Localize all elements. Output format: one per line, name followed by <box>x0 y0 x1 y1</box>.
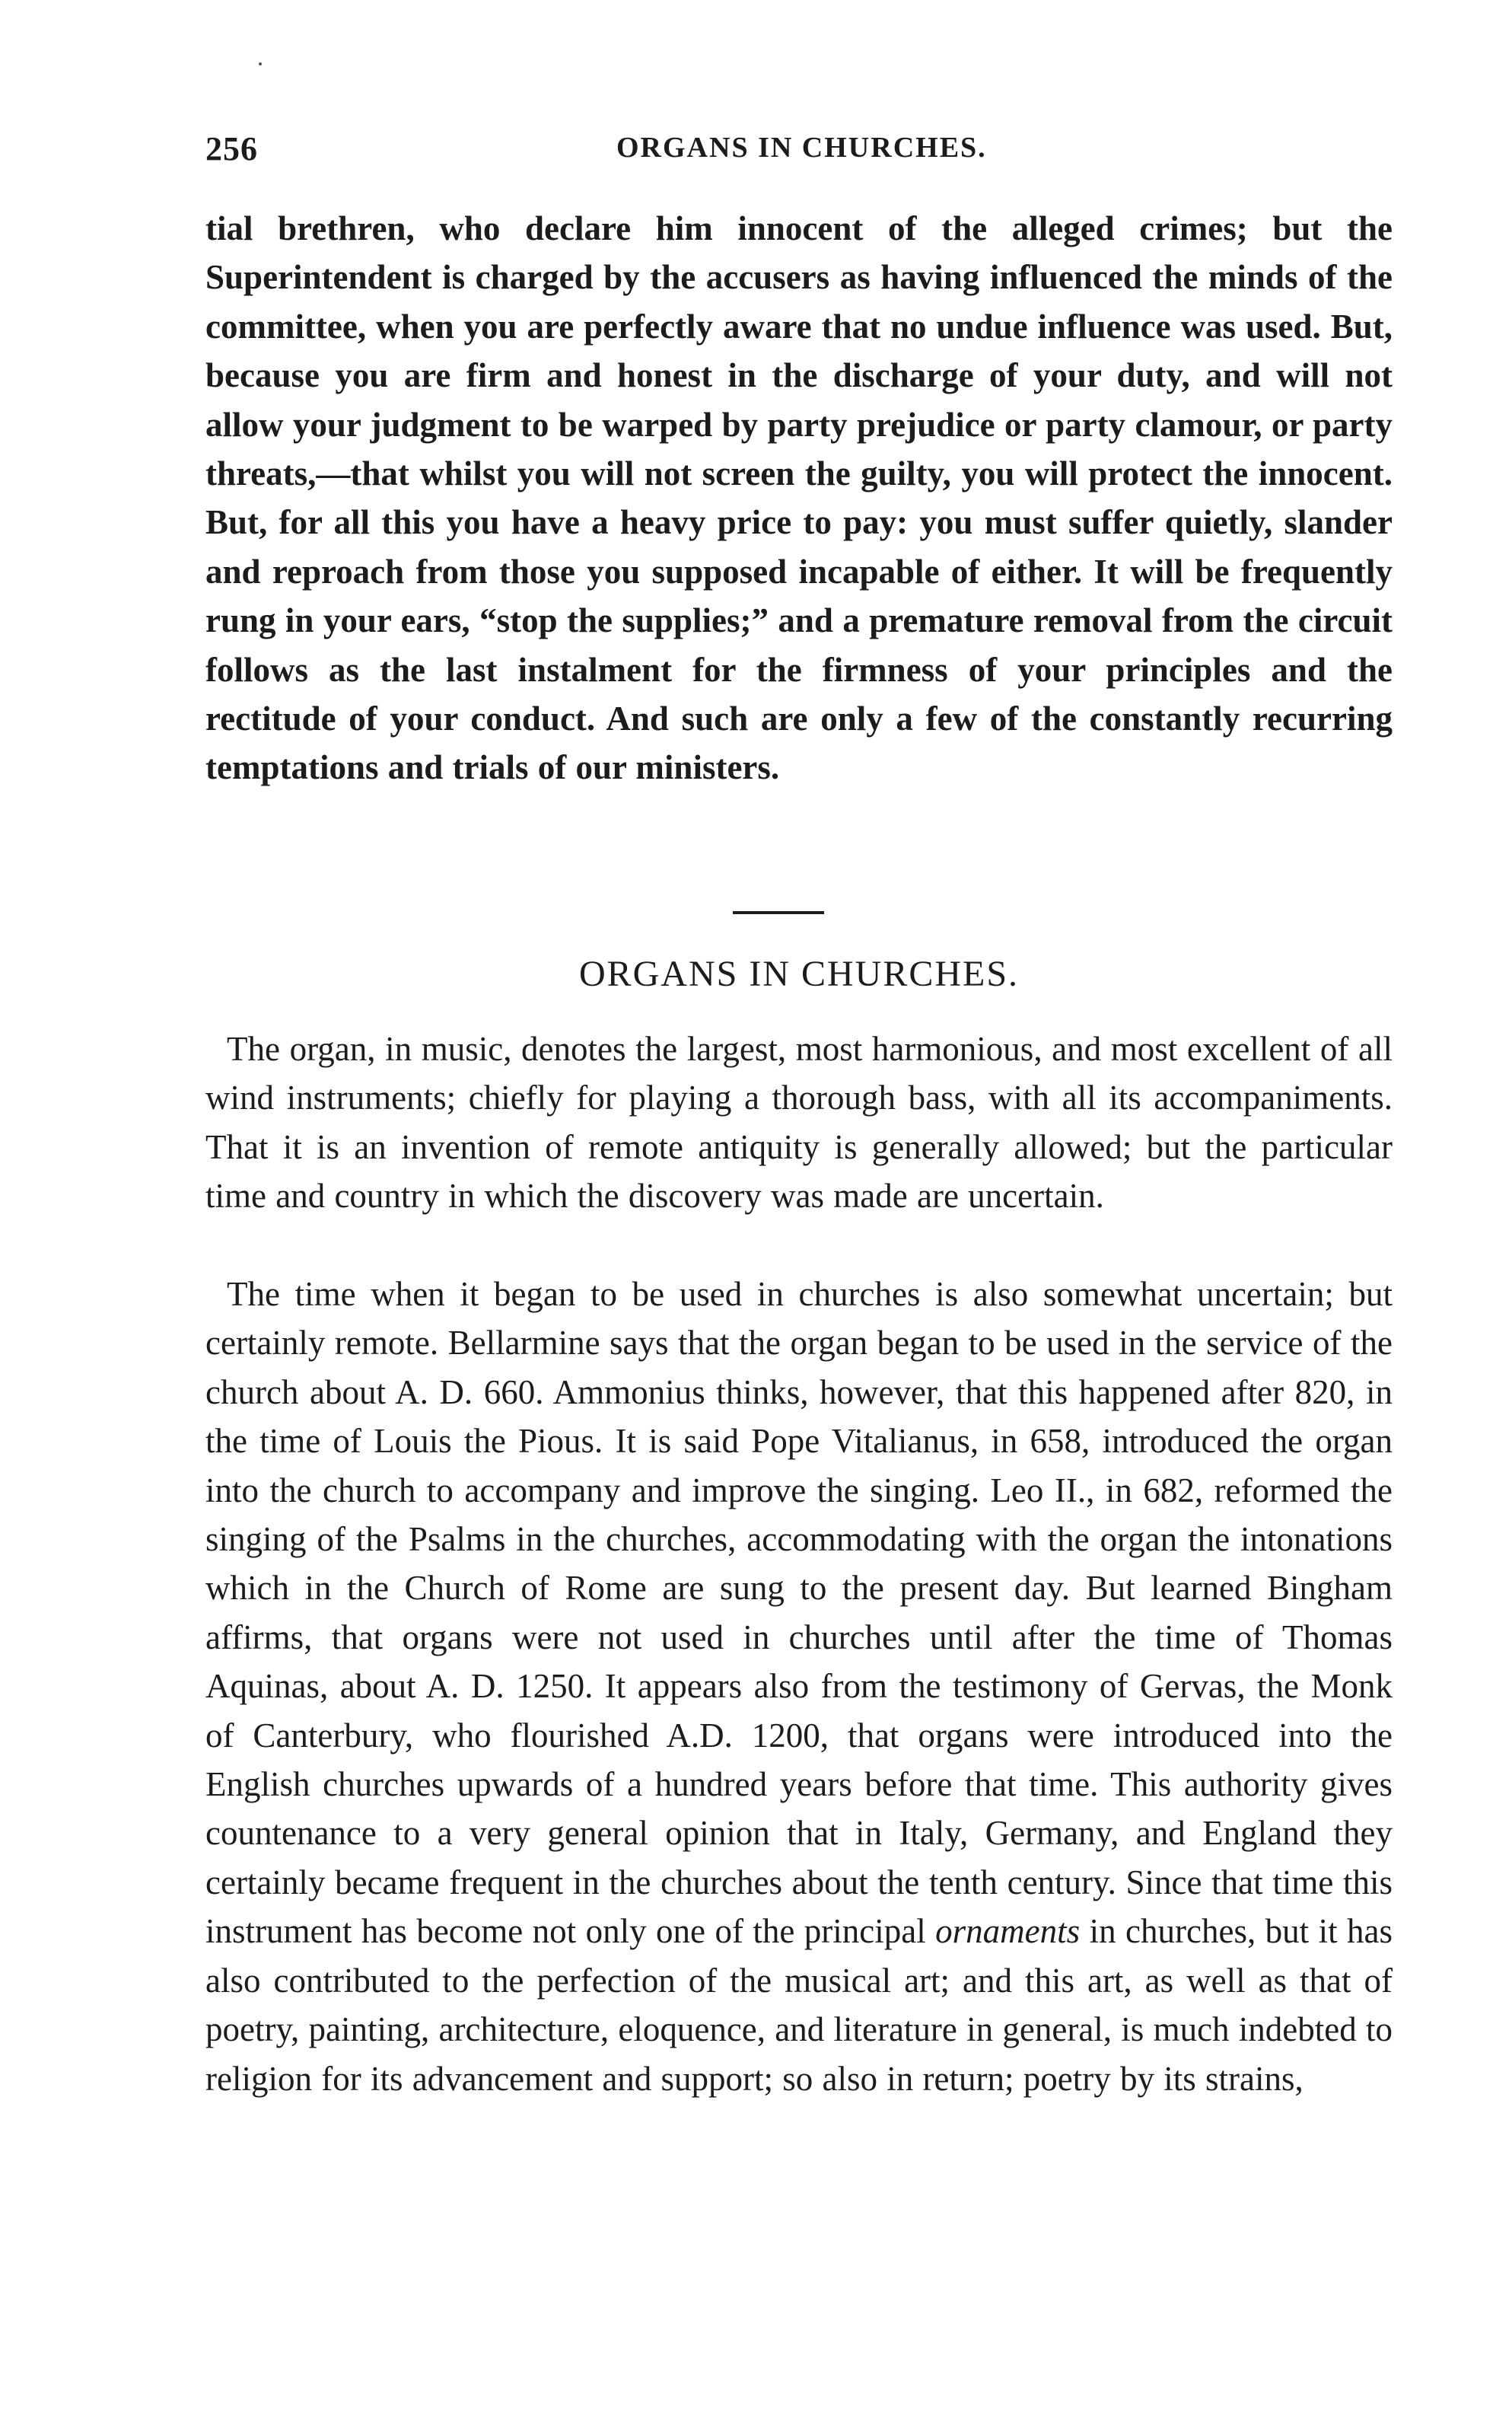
running-title: ORGANS IN CHURCHES. <box>616 132 987 164</box>
running-header <box>205 129 1393 175</box>
paragraph-2-text-start: The time when it began to be used in churches is also somewhat uncertain; but certainly remote. Bellarmine says that the organ began to be used in the service of the church about A. D. 660. Ammonius thinks, however, that this happened after 820, in the time of Louis the Pious. It is said Pope Vitalianus, in 658, introduced the organ into the church to accompany and improve the singing. Leo II., in 682, reformed the singing of the Psalms in the churches, accommodating with the organ the intonations which in the Church of Rome are sung to the present day. But learned Bingham affirms, that organs were not used in churches until after the time of Thomas Aquinas, about A. D. 1250. It appears also from the testimony of Gervas, the Monk of Canterbury, who flourished A.D. 1200, that organs were introduced into the English churches upwards of a hundred years before that time. This authority gives countenance to a very general opinion that in Italy, Germany, and England they certainly became frequent in the churches about the tenth century. Since that time this instrument has become not only one of the principal <box>205 1275 1393 1951</box>
page-number: 256 <box>205 130 258 167</box>
print-speck <box>259 62 262 65</box>
organ-paragraph-2-block <box>205 1270 1393 2103</box>
paragraph-2-text-end: in churches, but it has also contributed to the perfection of the musical art; and this art, as well as that of poetry, painting, architecture, eloquence, and literature in general, is much indebted to religion for its advancement and support; so also in return; poetry by its strains, <box>205 1912 1393 2098</box>
continued-paragraph-block <box>205 204 1393 792</box>
organ-paragraph-1-block <box>205 1025 1393 1221</box>
section-divider-rule <box>733 911 824 914</box>
italic-word-ornaments: ornaments <box>935 1912 1081 1951</box>
organ-paragraph-1: The organ, in music, denotes the largest, most harmonious, and most excellent of all wind instruments; chiefly for playing a thorough bass, with all its accompaniments. That it is an invention of remote antiquity is generally allowed; but the particular time and country in which the discovery was made are uncertain. <box>205 1030 1393 1216</box>
organ-paragraph-2 <box>205 1270 1393 2103</box>
section-heading: ORGANS IN CHURCHES. <box>578 954 1020 994</box>
continued-paragraph: tial brethren, who declare him innocent of the alleged crimes; but the Superintendent is charged by the accusers as having influenced the minds of the committee, when you are perfectly aware that no undue influence was used. But, because you are firm and honest in the discharge of your duty, and will not allow your judgment to be warped by party prejudice or party clamour, or party threats,—that whilst you will not screen the guilty, you will protect the innocent. But, for all this you have a heavy price to pay: you must suffer quietly, slander and reproach from those you supposed incapable of either. It will be frequently rung in your ears, “stop the supplies;” and a premature removal from the circuit follows as the last instalment for the firmness of your principles and the rectitude of your conduct. And such are only a few of the constantly recurring temptations and trials of our ministers. <box>205 209 1393 787</box>
